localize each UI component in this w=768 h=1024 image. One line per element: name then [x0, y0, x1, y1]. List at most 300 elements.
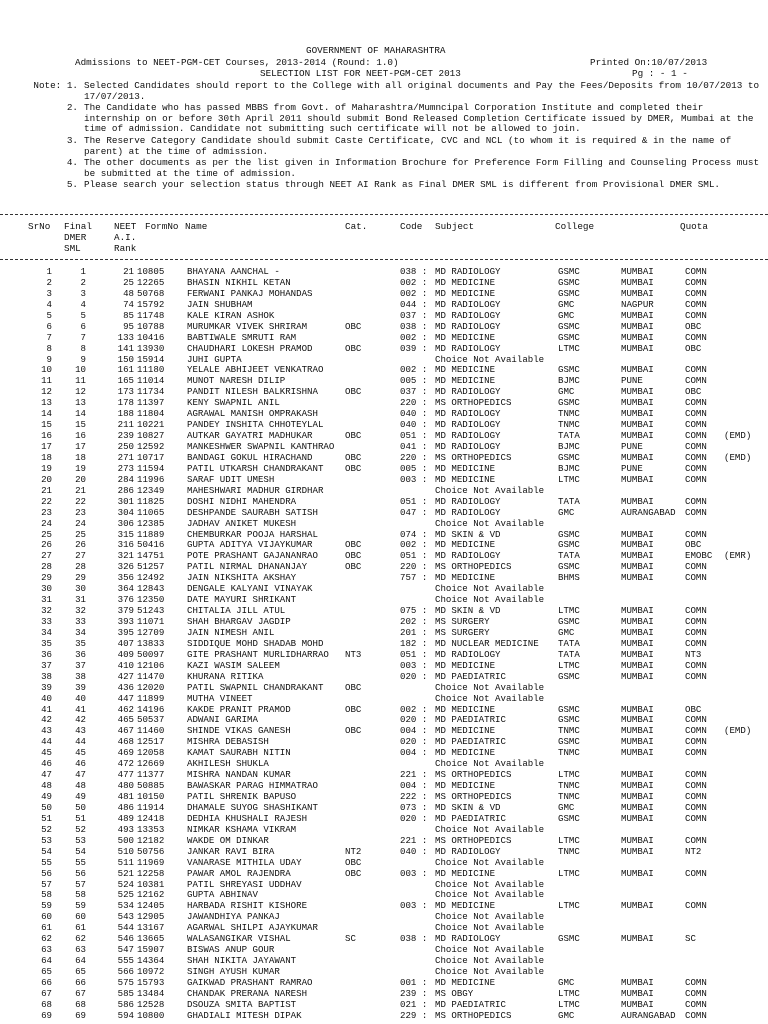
dmer-sml-cell: 43 [75, 725, 86, 737]
table-row [0, 748, 768, 759]
neet-rank-cell: 493 [117, 823, 134, 835]
note-text: The Reserve Category Candidate should submit Caste Certificate, CVC and NCL (to whom it is required & in the name of parent) at the time of admission. [84, 134, 732, 157]
dmer-sml-cell: 24 [75, 517, 86, 529]
candidate-name-cell: PAWAR AMOL RAJENDRA [187, 867, 291, 879]
form-no-cell: 10150 [137, 791, 165, 802]
college-cell: GSMC [558, 561, 580, 573]
sr-no-cell: 35 [41, 637, 52, 649]
candidate-name-cell: PANDEY INSHITA CHHOTEYLAL [187, 419, 324, 431]
college-cell: GSMC [558, 320, 580, 332]
city-cell: MUMBAI [621, 867, 654, 879]
category-cell: OBC [345, 561, 362, 573]
form-no-cell: 50885 [137, 780, 165, 792]
table-row [0, 1011, 768, 1022]
candidate-name-cell: PATIL UTKARSH CHANDRAKANT [187, 462, 324, 474]
subject-cell: MD MEDICINE [435, 703, 496, 715]
form-no-cell: 11734 [137, 386, 165, 398]
dmer-sml-cell: 3 [80, 287, 86, 299]
candidate-name-cell: DHAMALE SUYOG SHASHIKANT [187, 801, 318, 813]
form-no-cell: 14364 [137, 955, 165, 967]
form-no-cell: 15792 [137, 298, 165, 310]
neet-rank-cell: 447 [117, 692, 134, 704]
subject-cell: MD RADIOLOGY [435, 933, 501, 945]
dmer-sml-cell: 15 [75, 419, 86, 431]
notes-section [4, 81, 764, 191]
quota-cell: COMN [685, 430, 707, 442]
course-code-cell: 037 : [400, 309, 428, 321]
candidate-name-cell: DSOUZA SMITA BAPTIST [187, 998, 297, 1010]
quota-cell: OBC [685, 386, 702, 398]
course-code-cell: 221 : [400, 834, 428, 846]
category-cell: OBC [345, 539, 362, 551]
subject-cell: Choice Not Available [435, 856, 545, 868]
city-cell: MUMBAI [621, 528, 654, 540]
quota-cell: COMN [685, 747, 707, 759]
city-cell: MUMBAI [621, 430, 654, 442]
note-label: 3. [66, 134, 78, 146]
subject-cell: Choice Not Available [435, 583, 545, 595]
candidate-name-cell: BABTIWALE SMRUTI RAM [187, 331, 297, 343]
city-cell: PUNE [621, 462, 643, 474]
sr-no-cell: 39 [41, 681, 52, 693]
candidate-name-cell: SIDDIQUE MOHD SHADAB MOHD [187, 637, 324, 649]
neet-rank-cell: 301 [117, 495, 134, 507]
subject-cell: MD PAEDIATRIC [435, 714, 506, 726]
table-row [0, 672, 768, 683]
college-cell: BJMC [558, 441, 580, 452]
table-row [0, 694, 768, 705]
neet-rank-cell: 95 [123, 320, 134, 332]
candidate-name-cell: CHAUDHARI LOKESH PRAMOD [187, 342, 313, 354]
form-no-cell: 10381 [137, 878, 165, 890]
sr-no-cell: 10 [41, 364, 52, 376]
subject-cell: MD NUCLEAR MEDICINE [435, 637, 539, 649]
college-cell: GMC [558, 1009, 575, 1021]
subject-cell: MD RADIOLOGY [435, 419, 501, 431]
city-cell: MUMBAI [621, 998, 654, 1010]
college-cell: TNMC [558, 780, 580, 792]
category-cell: OBC [345, 320, 362, 332]
candidate-name-cell: AGARWAL SHILPI AJAYKUMAR [187, 922, 318, 934]
table-row [0, 847, 768, 858]
sr-no-cell: 20 [41, 473, 52, 485]
note-item [4, 158, 764, 179]
course-code-cell: 002 : [400, 276, 428, 288]
course-code-cell: 047 : [400, 506, 428, 518]
form-no-cell: 10788 [137, 320, 165, 332]
form-no-cell: 12709 [137, 626, 165, 638]
sr-no-cell: 28 [41, 561, 52, 573]
city-cell: MUMBAI [621, 276, 654, 288]
college-cell: TNMC [558, 419, 580, 431]
sr-no-cell: 44 [41, 736, 52, 748]
note-label: 2. [66, 102, 78, 114]
dmer-sml-cell: 61 [75, 922, 86, 934]
form-no-cell: 12405 [137, 900, 165, 912]
quota-cell: COMN [685, 769, 707, 781]
table-row [0, 519, 768, 530]
form-no-cell: 15793 [137, 976, 165, 988]
candidate-name-cell: SHINDE VIKAS GANESH [187, 725, 291, 737]
candidate-name-cell: PATIL NIRMAL DHANANJAY [187, 561, 308, 573]
dmer-sml-cell: 20 [75, 473, 86, 485]
form-no-cell: 12843 [137, 583, 165, 595]
city-cell: MUMBAI [621, 572, 654, 584]
dmer-sml-cell: 14 [75, 408, 86, 420]
form-no-cell: 12905 [137, 911, 165, 923]
course-code-cell: 075 : [400, 605, 428, 617]
subject-cell: MD MEDICINE [435, 867, 496, 879]
subject-cell: MS SURGERY [435, 626, 490, 638]
candidate-name-cell: AUTKAR GAYATRI MADHUKAR [187, 430, 313, 442]
neet-rank-cell: 575 [117, 976, 134, 988]
candidate-name-cell: AGRAWAL MANISH OMPRAKASH [187, 408, 318, 420]
college-cell: GSMC [558, 287, 580, 299]
course-code-cell: 051 : [400, 648, 428, 660]
form-no-cell: 10972 [137, 966, 165, 977]
table-row [0, 880, 768, 891]
form-no-cell: 51243 [137, 605, 165, 617]
candidate-name-cell: NIMKAR KSHAMA VIKRAM [187, 823, 297, 835]
sr-no-cell: 55 [41, 856, 52, 868]
sr-no-cell: 11 [41, 375, 52, 387]
subject-cell: MS ORTHOPEDICS [435, 791, 512, 802]
table-row [0, 869, 768, 880]
quota-cell: COMN [685, 451, 707, 463]
category-cell: NT3 [345, 648, 362, 660]
candidate-name-cell: HARBADA RISHIT KISHORE [187, 900, 308, 912]
college-cell: GSMC [558, 364, 580, 376]
subject-cell: MD RADIOLOGY [435, 430, 501, 442]
college-cell: GSMC [558, 528, 580, 540]
subject-cell: Choice Not Available [435, 594, 545, 606]
selection-list-title: SELECTION LIST FOR NEET-PGM-CET 2013 [260, 68, 461, 79]
dmer-sml-cell: 4 [80, 298, 86, 310]
admissions-title: Admissions to NEET-PGM-CET Courses, 2013-2014 (Round: 1.0) [75, 57, 399, 68]
col-header-code: Code [400, 221, 423, 232]
quota-cell: COMN [685, 736, 707, 748]
quota-cell: COMN [685, 495, 707, 507]
sr-no-cell: 41 [41, 703, 52, 715]
col-header-ai: A.I. [114, 232, 137, 243]
course-code-cell: 220 : [400, 561, 428, 573]
quota-cell: COMN [685, 441, 707, 452]
subject-cell: MD RADIOLOGY [435, 845, 501, 857]
form-no-cell: 13167 [137, 922, 165, 934]
subject-cell: MD MEDICINE [435, 900, 496, 912]
col-header-quota: Quota [680, 221, 708, 232]
college-cell: GSMC [558, 266, 580, 277]
neet-rank-cell: 566 [117, 966, 134, 977]
candidate-name-cell: SARAF UDIT UMESH [187, 473, 275, 485]
quota-cell: COMN [685, 561, 707, 573]
note-text: Selected Candidates should report to the College with all original documents and Pay the Fees/Deposits from 10/07/2013 to 17/07/2013. [84, 80, 760, 102]
sr-no-cell: 56 [41, 867, 52, 879]
subject-cell: Choice Not Available [435, 966, 545, 977]
city-cell: MUMBAI [621, 933, 654, 945]
dmer-sml-cell: 6 [80, 320, 86, 332]
city-cell: MUMBAI [621, 386, 654, 398]
neet-rank-cell: 465 [117, 714, 134, 726]
form-no-cell: 50416 [137, 539, 165, 551]
subject-cell: MD MEDICINE [435, 375, 496, 387]
neet-rank-cell: 510 [117, 845, 134, 857]
form-no-cell: 11914 [137, 801, 165, 813]
remark-cell: (EMD) [724, 725, 752, 737]
col-header-srno: SrNo [28, 221, 51, 232]
neet-rank-cell: 326 [117, 561, 134, 573]
college-cell: LTMC [558, 659, 580, 671]
city-cell: MUMBAI [621, 309, 654, 321]
form-no-cell: 50537 [137, 714, 165, 726]
subject-cell: MD RADIOLOGY [435, 441, 501, 452]
form-no-cell: 11397 [137, 397, 165, 409]
city-cell: NAGPUR [621, 298, 654, 310]
city-cell: PUNE [621, 441, 643, 452]
neet-rank-cell: 481 [117, 791, 134, 802]
quota-cell: COMN [685, 419, 707, 431]
subject-cell: Choice Not Available [435, 823, 545, 835]
neet-rank-cell: 469 [117, 747, 134, 759]
quota-cell: COMN [685, 976, 707, 988]
dmer-sml-cell: 34 [75, 626, 86, 638]
college-cell: TNMC [558, 408, 580, 420]
form-no-cell: 12349 [137, 484, 165, 496]
subject-cell: MD PAEDIATRIC [435, 998, 506, 1010]
category-cell: NT2 [345, 845, 362, 857]
candidate-name-cell: JADHAV ANIKET MUKESH [187, 517, 297, 529]
city-cell: MUMBAI [621, 364, 654, 376]
course-code-cell: 005 : [400, 462, 428, 474]
dmer-sml-cell: 46 [75, 758, 86, 770]
college-cell: TATA [558, 550, 580, 562]
category-cell: OBC [345, 856, 362, 868]
sr-no-cell: 47 [41, 769, 52, 781]
course-code-cell: 220 : [400, 451, 428, 463]
dmer-sml-cell: 56 [75, 867, 86, 879]
course-code-cell: 037 : [400, 386, 428, 398]
form-no-cell: 11065 [137, 506, 165, 518]
note-item [4, 136, 764, 157]
dmer-sml-cell: 64 [75, 955, 86, 967]
form-no-cell: 12058 [137, 747, 165, 759]
subject-cell: MD RADIOLOGY [435, 342, 501, 354]
candidate-name-cell: MURUMKAR VIVEK SHRIRAM [187, 320, 308, 332]
col-header-sml: SML [64, 243, 81, 254]
quota-cell: COMN [685, 867, 707, 879]
college-cell: GMC [558, 976, 575, 988]
sr-no-cell: 2 [46, 276, 52, 288]
candidate-name-cell: KAMAT SAURABH NITIN [187, 747, 291, 759]
college-cell: GMC [558, 298, 575, 310]
col-header-subject: Subject [435, 221, 475, 232]
form-no-cell: 51257 [137, 561, 165, 573]
dmer-sml-cell: 57 [75, 878, 86, 890]
candidate-name-cell: DATE MAYURI SHRIKANT [187, 594, 297, 606]
sr-no-cell: 46 [41, 758, 52, 770]
subject-cell: MS OBGY [435, 987, 474, 999]
form-no-cell: 11594 [137, 462, 165, 474]
subject-cell: Choice Not Available [435, 758, 545, 770]
subject-cell: MD RADIOLOGY [435, 386, 501, 398]
subject-cell: MD MEDICINE [435, 539, 496, 551]
sr-no-cell: 66 [41, 976, 52, 988]
college-cell: GSMC [558, 736, 580, 748]
col-header-formno: FormNo [145, 221, 179, 232]
subject-cell: MD MEDICINE [435, 287, 496, 299]
dmer-sml-cell: 28 [75, 561, 86, 573]
form-no-cell: 10416 [137, 331, 165, 343]
college-cell: LTMC [558, 998, 580, 1010]
city-cell: MUMBAI [621, 419, 654, 431]
dmer-sml-cell: 17 [75, 441, 86, 452]
neet-rank-cell: 480 [117, 780, 134, 792]
city-cell: MUMBAI [621, 648, 654, 660]
form-no-cell: 13930 [137, 342, 165, 354]
college-cell: GSMC [558, 539, 580, 551]
city-cell: MUMBAI [621, 550, 654, 562]
sr-no-cell: 13 [41, 397, 52, 409]
neet-rank-cell: 477 [117, 769, 134, 781]
form-no-cell: 14751 [137, 550, 165, 562]
note-item [4, 103, 764, 135]
dmer-sml-cell: 7 [80, 331, 86, 343]
neet-rank-cell: 547 [117, 944, 134, 956]
neet-rank-cell: 500 [117, 834, 134, 846]
city-cell: MUMBAI [621, 714, 654, 726]
candidate-name-cell: MUTHA VINEET [187, 692, 253, 704]
candidate-name-cell: VANARASE MITHILA UDAY [187, 856, 302, 868]
subject-cell: MD MEDICINE [435, 364, 496, 376]
candidate-name-cell: BHASIN NIKHIL KETAN [187, 276, 291, 288]
sr-no-cell: 60 [41, 911, 52, 923]
subject-cell: MD RADIOLOGY [435, 495, 501, 507]
subject-cell: Choice Not Available [435, 878, 545, 890]
candidate-name-cell: PATIL SHREYASI UDDHAV [187, 878, 302, 890]
college-cell: GSMC [558, 812, 580, 824]
subject-cell: MD MEDICINE [435, 725, 496, 737]
course-code-cell: 074 : [400, 528, 428, 540]
neet-rank-cell: 364 [117, 583, 134, 595]
sr-no-cell: 12 [41, 386, 52, 398]
neet-rank-cell: 555 [117, 955, 134, 967]
college-cell: TNMC [558, 845, 580, 857]
form-no-cell: 10221 [137, 419, 165, 431]
course-code-cell: 038 : [400, 266, 428, 277]
dmer-sml-cell: 49 [75, 791, 86, 802]
quota-cell: OBC [685, 539, 702, 551]
form-no-cell: 10827 [137, 430, 165, 442]
city-cell: MUMBAI [621, 605, 654, 617]
subject-cell: MD PAEDIATRIC [435, 812, 506, 824]
dmer-sml-cell: 21 [75, 484, 86, 496]
candidate-name-cell: BAWASKAR PARAG HIMMATRAO [187, 780, 318, 792]
course-code-cell: 020 : [400, 812, 428, 824]
form-no-cell: 12106 [137, 659, 165, 671]
note-text: Please search your selection status through NEET AI Rank as Final DMER SML is different from Provisional DMER SML. [84, 179, 721, 191]
remark-cell: (EMD) [724, 430, 752, 442]
dmer-sml-cell: 12 [75, 386, 86, 398]
sr-no-cell: 67 [41, 987, 52, 999]
neet-rank-cell: 150 [117, 353, 134, 365]
quota-cell: COMN [685, 670, 707, 682]
category-cell: OBC [345, 867, 362, 879]
city-cell: MUMBAI [621, 747, 654, 759]
college-cell: GSMC [558, 703, 580, 715]
subject-cell: MD MEDICINE [435, 473, 496, 485]
neet-rank-cell: 544 [117, 922, 134, 934]
neet-rank-cell: 586 [117, 998, 134, 1010]
sr-no-cell: 30 [41, 583, 52, 595]
course-code-cell: 044 : [400, 298, 428, 310]
subject-cell: MS SURGERY [435, 616, 490, 627]
form-no-cell: 11377 [137, 769, 165, 781]
subject-cell: MD MEDICINE [435, 331, 496, 343]
dmer-sml-cell: 47 [75, 769, 86, 781]
college-cell: GSMC [558, 933, 580, 945]
note-item [4, 180, 764, 191]
sr-no-cell: 7 [46, 331, 52, 343]
college-cell: LTMC [558, 473, 580, 485]
sr-no-cell: 57 [41, 878, 52, 890]
dmer-sml-cell: 16 [75, 430, 86, 442]
city-cell: PUNE [621, 375, 643, 387]
sr-no-cell: 63 [41, 944, 52, 956]
neet-rank-cell: 161 [117, 364, 134, 376]
dmer-sml-cell: 65 [75, 966, 86, 977]
dmer-sml-cell: 1 [80, 266, 86, 277]
candidate-name-cell: BANDAGI GOKUL HIRACHAND [187, 451, 313, 463]
candidate-name-cell: MUNOT NARESH DILIP [187, 375, 286, 387]
neet-rank-cell: 486 [117, 801, 134, 813]
candidate-name-cell: SHAH NIKITA JAYAWANT [187, 955, 297, 967]
neet-rank-cell: 74 [123, 298, 134, 310]
quota-cell: NT3 [685, 648, 702, 660]
city-cell: MUMBAI [621, 736, 654, 748]
neet-rank-cell: 141 [117, 342, 134, 354]
neet-rank-cell: 525 [117, 889, 134, 901]
course-code-cell: 222 : [400, 791, 428, 802]
sr-no-cell: 17 [41, 441, 52, 452]
candidate-name-cell: GAIKWAD PRASHANT RAMRAO [187, 976, 313, 988]
course-code-cell: 239 : [400, 987, 428, 999]
candidate-name-cell: KENY SWAPNIL ANIL [187, 397, 280, 409]
sr-no-cell: 16 [41, 430, 52, 442]
college-cell: GSMC [558, 331, 580, 343]
neet-rank-cell: 25 [123, 276, 134, 288]
dmer-sml-cell: 48 [75, 780, 86, 792]
city-cell: MUMBAI [621, 801, 654, 813]
sr-no-cell: 49 [41, 791, 52, 802]
college-cell: TATA [558, 648, 580, 660]
dmer-sml-cell: 67 [75, 987, 86, 999]
neet-rank-cell: 356 [117, 572, 134, 584]
course-code-cell: 051 : [400, 495, 428, 507]
form-no-cell: 12528 [137, 998, 165, 1010]
printed-date: Printed On:10/07/2013 [590, 57, 708, 68]
form-no-cell: 10800 [137, 1009, 165, 1021]
city-cell: MUMBAI [621, 769, 654, 781]
city-cell: MUMBAI [621, 845, 654, 857]
sr-no-cell: 33 [41, 616, 52, 627]
neet-rank-cell: 85 [123, 309, 134, 321]
quota-cell: OBC [685, 320, 702, 332]
sr-no-cell: 25 [41, 528, 52, 540]
sr-no-cell: 29 [41, 572, 52, 584]
college-cell: GSMC [558, 451, 580, 463]
dmer-sml-cell: 38 [75, 670, 86, 682]
quota-cell: COMN [685, 987, 707, 999]
